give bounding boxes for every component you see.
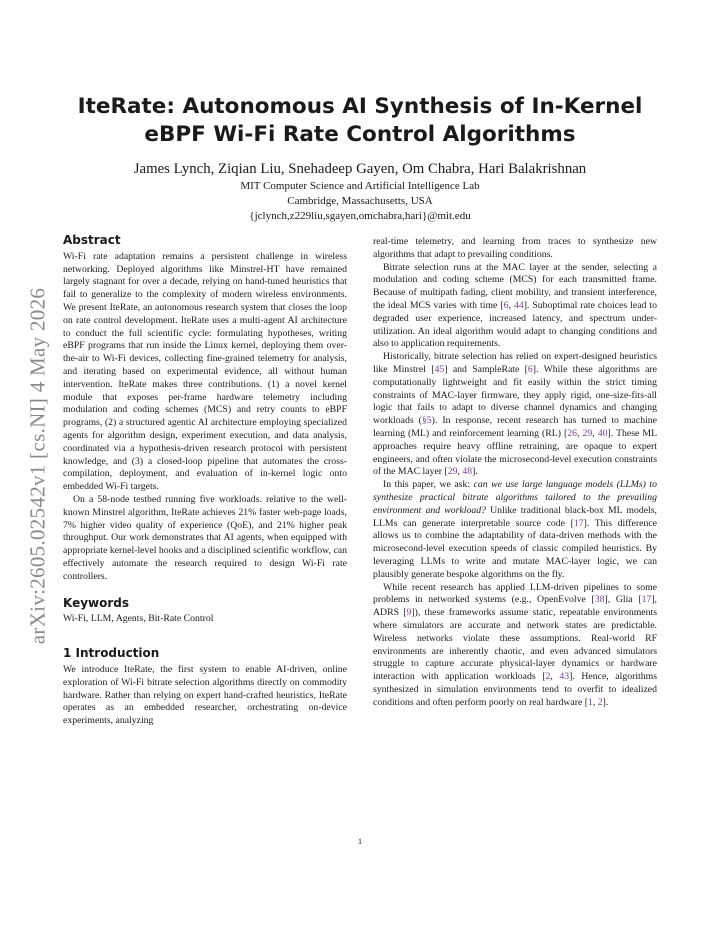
intro-paragraph: Bitrate selection runs at the MAC layer at the sender, selecting a modulation and coding scheme (MCS) for each transmitted frame. Because of multipath fading, client mobility, and transient interference, the ideal MCS varies with time [6, 44]. Suboptimal rate choices lead to degraded user experience, increased latency, and spectrum under-utilization. An ideal algorithm would adapt to changing conditions and also to application requirements. <box>373 261 657 350</box>
research-question: can we use large language models (LLMs) to synthesize practical bitrate algorithms tailored to the prevailing environment and workload? <box>373 479 657 516</box>
right-column <box>373 236 657 709</box>
intro-paragraph: Historically, bitrate selection has relied on expert-designed heuristics like Minstrel [45] and SampleRate [6]. While these algorithms are computationally lightweight and fit easily within the strict timing constraints of MAC-layer firmware, they apply rigid, one-size-fits-all logic that fails to adapt to diverse channel dynamics and changing workloads (§5). In response, recent research has turned to machine learning (ML) and reinforcement learning (RL) [26, 29, 40]. These ML approaches require heavy offline retraining, are opaque to expert engineers, and often violate the microsecond-level execution constraints of the MAC layer [29, 48]. <box>373 351 658 478</box>
citation-link[interactable]: 38 <box>594 594 605 606</box>
citation-link[interactable]: 1 <box>587 696 593 708</box>
text-run: Bitrate selection runs at the MAC layer at the sender, selecting a modulation and coding scheme (MCS) for each transmitted frame. Because of multipath fading, client mobility, and transient interference, the ideal MCS varies with time [ <box>373 261 657 311</box>
text-run: Unlike traditional black-box ML models, LLMs can generate interpretable source code [ <box>373 504 657 529</box>
text-run: In this paper, we ask: <box>383 479 474 491</box>
text-run: ]. This difference allows us to combine the adaptability of data-driven methods with the microsecond-level execution speeds of classic compiled heuristics. By leveraging LLMs to write and mutate MAC-layer logic, we can plausibly generate bespoke algorithms on the fly. <box>373 517 657 580</box>
citation-link[interactable]: 29 <box>582 427 593 439</box>
citation-link[interactable]: 26 <box>567 427 578 439</box>
citation-link[interactable]: 43 <box>559 671 570 683</box>
intro-paragraph: While recent research has applied LLM-driven pipelines to some problems in networked systems (e.g., OpenEvolve [38], Glia [17], ADRS [9]), these frameworks assume static, repeatable environments where simulators are accurate and network states are predictable. Wireless networks violate these assumptions. Real-world RF environments are inherently chaotic, and even advanced simulators struggle to capture accurate physical-layer dynamics or hardware interaction with application workloads [2, 43]. Hence, algorithms synthesized in simulation environments tend to overfit to idealized conditions and often perform poorly on real hardware [1, 2]. <box>373 581 657 708</box>
citation-link[interactable]: 17 <box>641 594 652 606</box>
text-run: ], Glia [ <box>604 594 642 606</box>
page-number: 1 <box>357 836 363 846</box>
text-run: ]. While these algorithms are computationally lightweight and fit easily within the strict timing constraints of MAC-layer firmware, they apply rigid, one-size-fits-all logic that fails to adapt to diverse channel dynamics and changing workloads ( <box>373 363 657 427</box>
citation-link[interactable]: 29 <box>447 466 458 478</box>
paper-title: IteRate: Autonomous AI Synthesis of In-Kernel eBPF Wi-Fi Rate Control Algorithms <box>77 94 643 147</box>
citation-link[interactable]: 2 <box>545 671 551 683</box>
arxiv-identifier: arXiv:2605.02542v1 [cs.NI] 4 May 2026 <box>25 287 50 645</box>
keywords-text: Wi-Fi, LLM, Agents, Bit-Rate Control <box>63 613 214 625</box>
text-run: ]. <box>472 466 478 478</box>
citation-link[interactable]: 48 <box>462 466 473 478</box>
text-run: ]. These ML approaches require heavy offline retraining, are opaque to expert engineers, and often violate the microsecond-level execution constraints of the MAC layer [ <box>373 427 658 478</box>
text-run: ). In response, recent research has turned to machine learning (ML) and reinforcement learning (RL) [ <box>373 415 657 439</box>
abstract-heading: Abstract <box>63 233 121 247</box>
text-run: ], ADRS [ <box>373 594 657 619</box>
citation-link[interactable]: 2 <box>597 696 603 708</box>
intro-paragraph: We introduce IteRate, the first system to enable AI-driven, online exploration of Wi-Fi bitrate selection algorithms directly on commodity hardware. Rather than relying on expert hand-crafted heuristics, IteRate operates as an embedded researcher, orchestrating on-device experiments, analyzing <box>63 663 347 727</box>
text-run: ]. <box>602 696 609 708</box>
abstract-paragraph: Wi-Fi rate adaptation remains a persistent challenge in wireless networking. Deployed algorithms like Minstrel-HT have remained largely stagnant for over a decade, relying on hand-tuned heuristics that fail to generalize to the complexity of modern wireless environments. We present IteRate, an autonomous research system that closes the loop on rate control development. IteRate uses a multi-agent AI architecture to conduct the full scientific cycle: formulating hypotheses, writing eBPF programs that run inside the Linux kernel, deploying them over-the-air to Wi-Fi devices, collecting fine-grained telemetry for analysis, and iterating based on experimental evidence, all without human intervention. IteRate makes three contributions. (1) a novel kernel module that exposes per-frame hardware telemetry including modulation and coding schemes (MCS) and retry counts to eBPF programs, (2) a structured agentic AI architecture employing specialized agents for algorithm design, experiment execution, and data analysis, coordinated via a hypothesis-driven research protocol with persistent knowledge, and (3) a closed-loop pipeline that automates the cross-compilation, deployment, and evaluation of in-kernel logic onto embedded Wi-Fi targets. <box>63 250 347 493</box>
text-run: Historically, bitrate selection has relied on expert-designed heuristics like Minstrel [ <box>373 351 657 375</box>
text-run: ]), these frameworks assume static, repeatable environments where simulators are accurate and network states are predictable. Wireless networks violate these assumptions. Real-world RF environments are inherently chaotic, and even advanced simulators struggle to capture accurate physical-layer dynamics or hardware interaction with application workloads [ <box>373 607 657 683</box>
citation-link[interactable]: 6 <box>527 363 533 375</box>
intro-paragraph: real-time telemetry, and learning from traces to synthesize new algorithms that adapt to prevailing conditions. <box>373 236 657 260</box>
text-run: ]. Hence, algorithms synthesized in simulation environments tend to overfit to idealized conditions and often perform poorly on real hardware [ <box>373 671 657 708</box>
section-link[interactable]: §5 <box>421 415 432 427</box>
affiliation-emails: {jclynch,z229liu,sgayen,omchabra,hari}@mit.edu <box>249 210 471 222</box>
citation-link[interactable]: 40 <box>597 427 608 439</box>
text-run: While recent research has applied LLM-driven pipelines to some problems in networked systems (e.g., OpenEvolve [ <box>373 581 657 606</box>
citation-link[interactable]: 45 <box>434 363 445 375</box>
left-column <box>63 234 347 728</box>
author-list: James Lynch, Ziqian Liu, Snehadeep Gayen, Om Chabra, Hari Balakrishnan <box>133 161 587 177</box>
text-run: ] and SampleRate [ <box>444 363 528 375</box>
citation-link[interactable]: 9 <box>406 607 412 619</box>
text-run: ]. Suboptimal rate choices lead to degraded user experience, increased latency, and spectrum under-utilization. An ideal algorithm would adapt to changing conditions and also to application requirements. <box>373 299 657 350</box>
keywords-heading: Keywords <box>63 595 130 610</box>
affiliation-location: Cambridge, Massachusetts, USA <box>287 195 433 207</box>
citation-link[interactable]: 6 <box>503 299 509 311</box>
abstract-paragraph: On a 58-node testbed running five workloads. relative to the well-known Minstrel algorithm, IteRate achieves 21% faster web-page loads, 7% higher video quality of experience (QoE), and 21% higher peak throughput. Our work demonstrates that AI agents, when equipped with appropriate kernel-level hooks and a disciplined scientific workflow, can effectively automate the research required to design Wi-Fi rate controllers. <box>63 493 347 582</box>
affiliation-lab: MIT Computer Science and Artificial Intelligence Lab <box>240 180 480 192</box>
intro-paragraph <box>373 479 657 581</box>
citation-link[interactable]: 17 <box>573 517 584 529</box>
citation-link[interactable]: 44 <box>513 299 524 311</box>
section-heading-introduction: 1 Introduction <box>63 646 160 661</box>
